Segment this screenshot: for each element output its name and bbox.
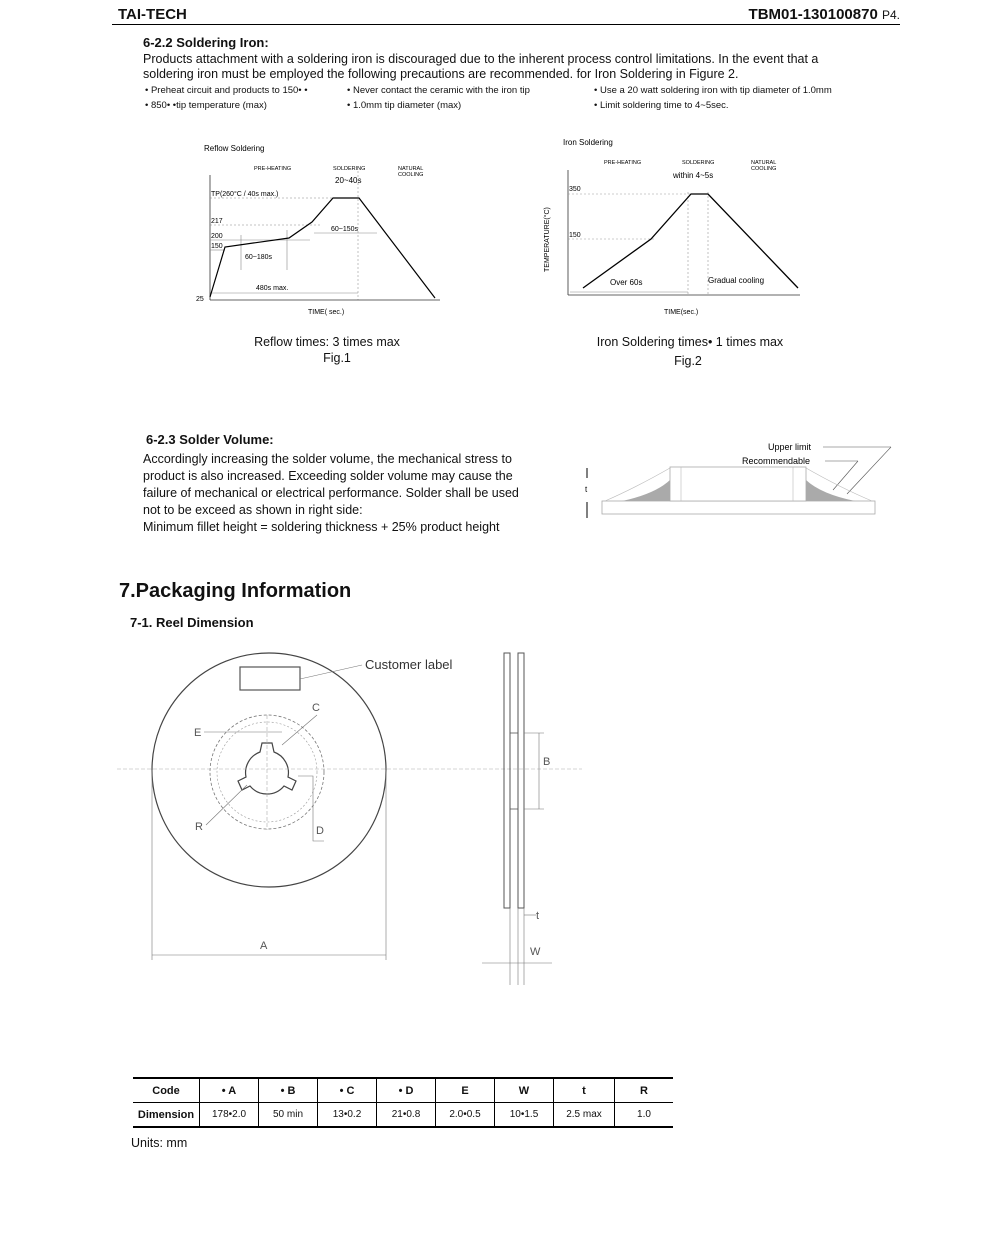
header-e: E [436,1078,495,1103]
volume-line4: not to be exceed as shown in right side: [143,503,363,517]
table-row [133,1103,673,1128]
fig2-caption-number: Fig.2 [674,354,702,368]
leader-r [206,785,247,825]
iron-x-label: TIME(sec.) [664,309,699,316]
reflow-profile-diagram [190,135,450,325]
fig2-caption-text: Iron Soldering times• 1 times max [596,335,784,349]
iron-tick-350: 350 [569,186,581,193]
iron-phase-cooling: COOLING [751,166,777,172]
label-d: D [316,825,324,837]
t-label: t [585,485,588,494]
reflow-title: Reflow Soldering [204,144,265,153]
header-c: • C [318,1078,377,1103]
iron-cooling-label: Gradual cooling [708,276,765,285]
volume-line2: product is also increased. Exceeding solder volume may cause the [143,469,513,483]
volume-line3: failure of mechanical or electrical performance. Solder shall be used [143,486,519,500]
reel-spindle-hole [238,743,296,794]
reflow-tick-200: 200 [211,233,223,240]
iron-text-line2: soldering iron must be employed the following precautions are recommended. for Iron Soldering in Figure 2. [143,67,739,81]
header-code: Code [133,1078,200,1103]
label-b: B [543,756,551,768]
header-t: t [554,1078,615,1103]
iron-phase-preheat: PRE-HEATING [604,160,642,166]
table-header-row [133,1078,673,1103]
iron-title: Iron Soldering [563,138,613,147]
value-e: 2.0•0.5 [436,1103,495,1128]
upper-limit-arrow [847,447,891,494]
volume-heading: 6-2.3 Solder Volume: [146,432,274,447]
reel-dimension-table [133,1077,673,1128]
reel-outer-flange [152,653,386,887]
value-c: 13•0.2 [318,1103,377,1128]
solder-fillet-right [806,480,855,501]
reflow-tick-217: 217 [211,218,223,225]
recommendable-label: Recommendable [742,456,811,466]
packaging-heading: 7.Packaging Information [119,580,352,602]
iron-profile-diagram [538,130,810,325]
label-e: E [194,727,202,739]
iron-phase-natural: NATURAL [751,160,777,166]
iron-phase-soldering: SOLDERING [682,160,715,166]
header-w: W [495,1078,554,1103]
reflow-profile-curve [210,198,435,298]
reel-side-flange-right [518,653,524,908]
iron-text-line1: Products attachment with a soldering iron is discouraged due to the inherent process control limitations. In the event that a [143,52,819,66]
label-c: C [312,702,320,714]
label-w: W [530,946,541,958]
volume-line1: Accordingly increasing the solder volume, the mechanical stress to [143,452,512,466]
label-t: t [536,910,540,922]
solder-volume-diagram [575,438,905,523]
bullet-tip-temp: • 850• •tip temperature (max) [145,100,267,111]
reflow-tick-150: 150 [211,243,223,250]
reflow-x-label: TIME( sec.) [308,309,345,316]
row-label: Dimension [133,1103,200,1128]
header-b: • B [259,1078,318,1103]
reflow-tick-25: 25 [196,296,204,303]
value-b: 50 min [259,1103,318,1128]
header-a: • A [200,1078,259,1103]
value-d: 21•0.8 [377,1103,436,1128]
bullet-20w-iron: • Use a 20 watt soldering iron with tip diameter of 1.0mm [594,85,832,96]
bullet-no-contact: • Never contact the ceramic with the iron tip [347,85,530,96]
reflow-total-time: 480s max. [256,285,289,292]
fig1-caption-number: Fig.1 [323,351,351,365]
reel-dimension-diagram [112,645,582,990]
customer-label-leader [300,665,362,679]
value-a: 178•2.0 [200,1103,259,1128]
upper-limit-label: Upper limit [768,442,812,452]
units-note: Units: mm [131,1136,188,1150]
doc-number: TBM01-130100870 [748,6,878,23]
reflow-phase-soldering: SOLDERING [333,166,366,172]
recommendable-arrow [833,461,858,490]
solder-fillet-left [622,480,670,501]
iron-y-label: TEMPERATURE(°C) [544,207,551,272]
reflow-phase-cooling: COOLING [398,172,424,178]
reflow-phase-natural: NATURAL [398,166,424,172]
pcb-board [602,501,875,514]
customer-label-box [240,667,300,690]
label-a: A [260,940,268,952]
iron-tick-150: 150 [569,232,581,239]
header-d: • D [377,1078,436,1103]
iron-heading: 6-2.2 Soldering Iron: [143,35,269,50]
document-id [749,6,900,23]
iron-profile-curve [583,194,798,288]
reflow-phase-preheat: PRE-HEATING [254,166,292,172]
value-w: 10•1.5 [495,1103,554,1128]
iron-soldering-time: within 4~5s [673,171,714,180]
bullet-tip-diameter: • 1.0mm tip diameter (max) [347,100,462,111]
header-r: R [615,1078,674,1103]
reel-side-flange-left [504,653,510,908]
reel-dimension-heading: 7-1. Reel Dimension [130,615,254,630]
leader-c [282,715,317,745]
value-t: 2.5 max [554,1103,615,1128]
reflow-reflow-time: 60~150s [331,226,359,233]
value-r: 1.0 [615,1103,674,1128]
reflow-preheat-time: 60~180s [245,254,273,261]
reflow-soldering-time: 20~40s [335,176,362,185]
fig1-caption-text: Reflow times: 3 times max [254,335,400,349]
customer-label-text: Customer label [365,657,453,672]
company-name: TAI-TECH [118,6,187,23]
iron-preheat-label: Over 60s [610,278,643,287]
bullet-time-limit: • Limit soldering time to 4~5sec. [594,100,729,111]
header-rule [112,24,900,25]
volume-line5: Minimum fillet height = soldering thickness + 25% product height [143,520,500,534]
reflow-tp-label: TP(260°C / 40s max.) [211,191,279,198]
label-r: R [195,821,203,833]
page-number: P4. [881,8,900,22]
chip-body [670,467,806,501]
bullet-preheat: • Preheat circuit and products to 150• • [145,85,308,96]
